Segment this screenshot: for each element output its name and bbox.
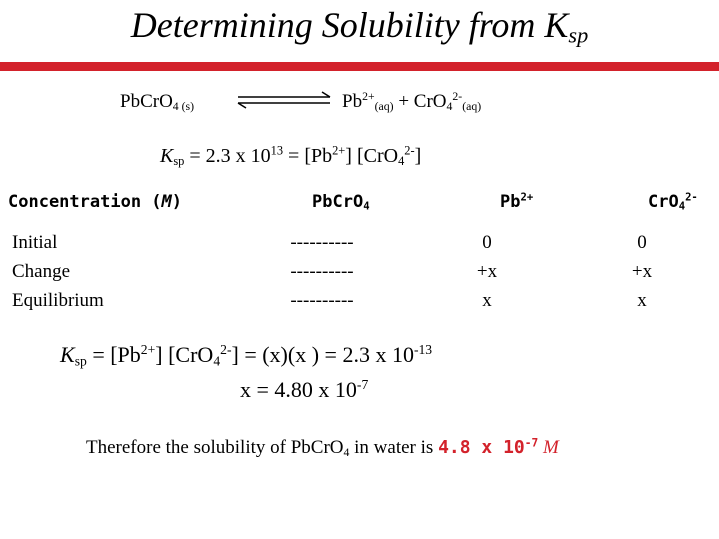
title-divider <box>0 62 719 71</box>
row-label-change: Change <box>12 261 71 282</box>
x-value-equation: x = 4.80 x $10^{-7}$ <box>240 376 369 402</box>
row-label-initial: Initial <box>12 232 58 253</box>
header-pbcro4: PbCrO$_4$ <box>312 192 370 213</box>
solubility-answer: 4.8 x $10^{-7}$ <box>438 436 539 458</box>
reaction-reactant: PbCrO$_4$ $_{(s)}$ <box>120 91 195 113</box>
row-label-equilibrium: Equilibrium <box>12 290 104 311</box>
slide-title: Determining Solubility from $K_{sp}$ <box>130 5 589 48</box>
cell-equilibrium-pbcro4: ---------- <box>290 290 354 311</box>
equilibrium-arrow-icon <box>234 90 334 110</box>
ksp-solution-equation: $K_{sp} = [Pb^{2+}] [CrO_4^{2-}] = (x)(x$ ) = 2.3 x $10^{-13}$ <box>60 341 433 369</box>
cell-equilibrium-cro4: x <box>637 290 647 311</box>
header-pb-ion: $Pb^{2+}$ <box>500 191 534 212</box>
cell-change-pbcro4: ---------- <box>290 261 354 282</box>
conclusion-text: Therefore the solubility of PbCrO$_4$ in water is 4.8 x $10^{-7}$ M <box>86 436 559 459</box>
ksp-expression: $K_{sp} = 2.3$ x $10^{13} = [Pb^{2+}]$ [CrO$_4^{2-}$] <box>160 143 422 169</box>
header-cro4-ion: CrO$_4^{2-}$ <box>648 191 698 213</box>
answer-unit: M <box>542 437 559 458</box>
cell-initial-pb: 0 <box>482 232 492 253</box>
reaction-products: $Pb^{2+}_{(aq)} + CrO_4^{2-}_{(aq)}$ <box>342 89 482 113</box>
cell-initial-pbcro4: ---------- <box>290 232 354 253</box>
header-concentration: Concentration (M) <box>8 192 183 212</box>
cell-change-pb: +x <box>476 261 498 282</box>
cell-change-cro4: +x <box>631 261 653 282</box>
cell-initial-cro4: 0 <box>637 232 647 253</box>
cell-equilibrium-pb: x <box>482 290 492 311</box>
